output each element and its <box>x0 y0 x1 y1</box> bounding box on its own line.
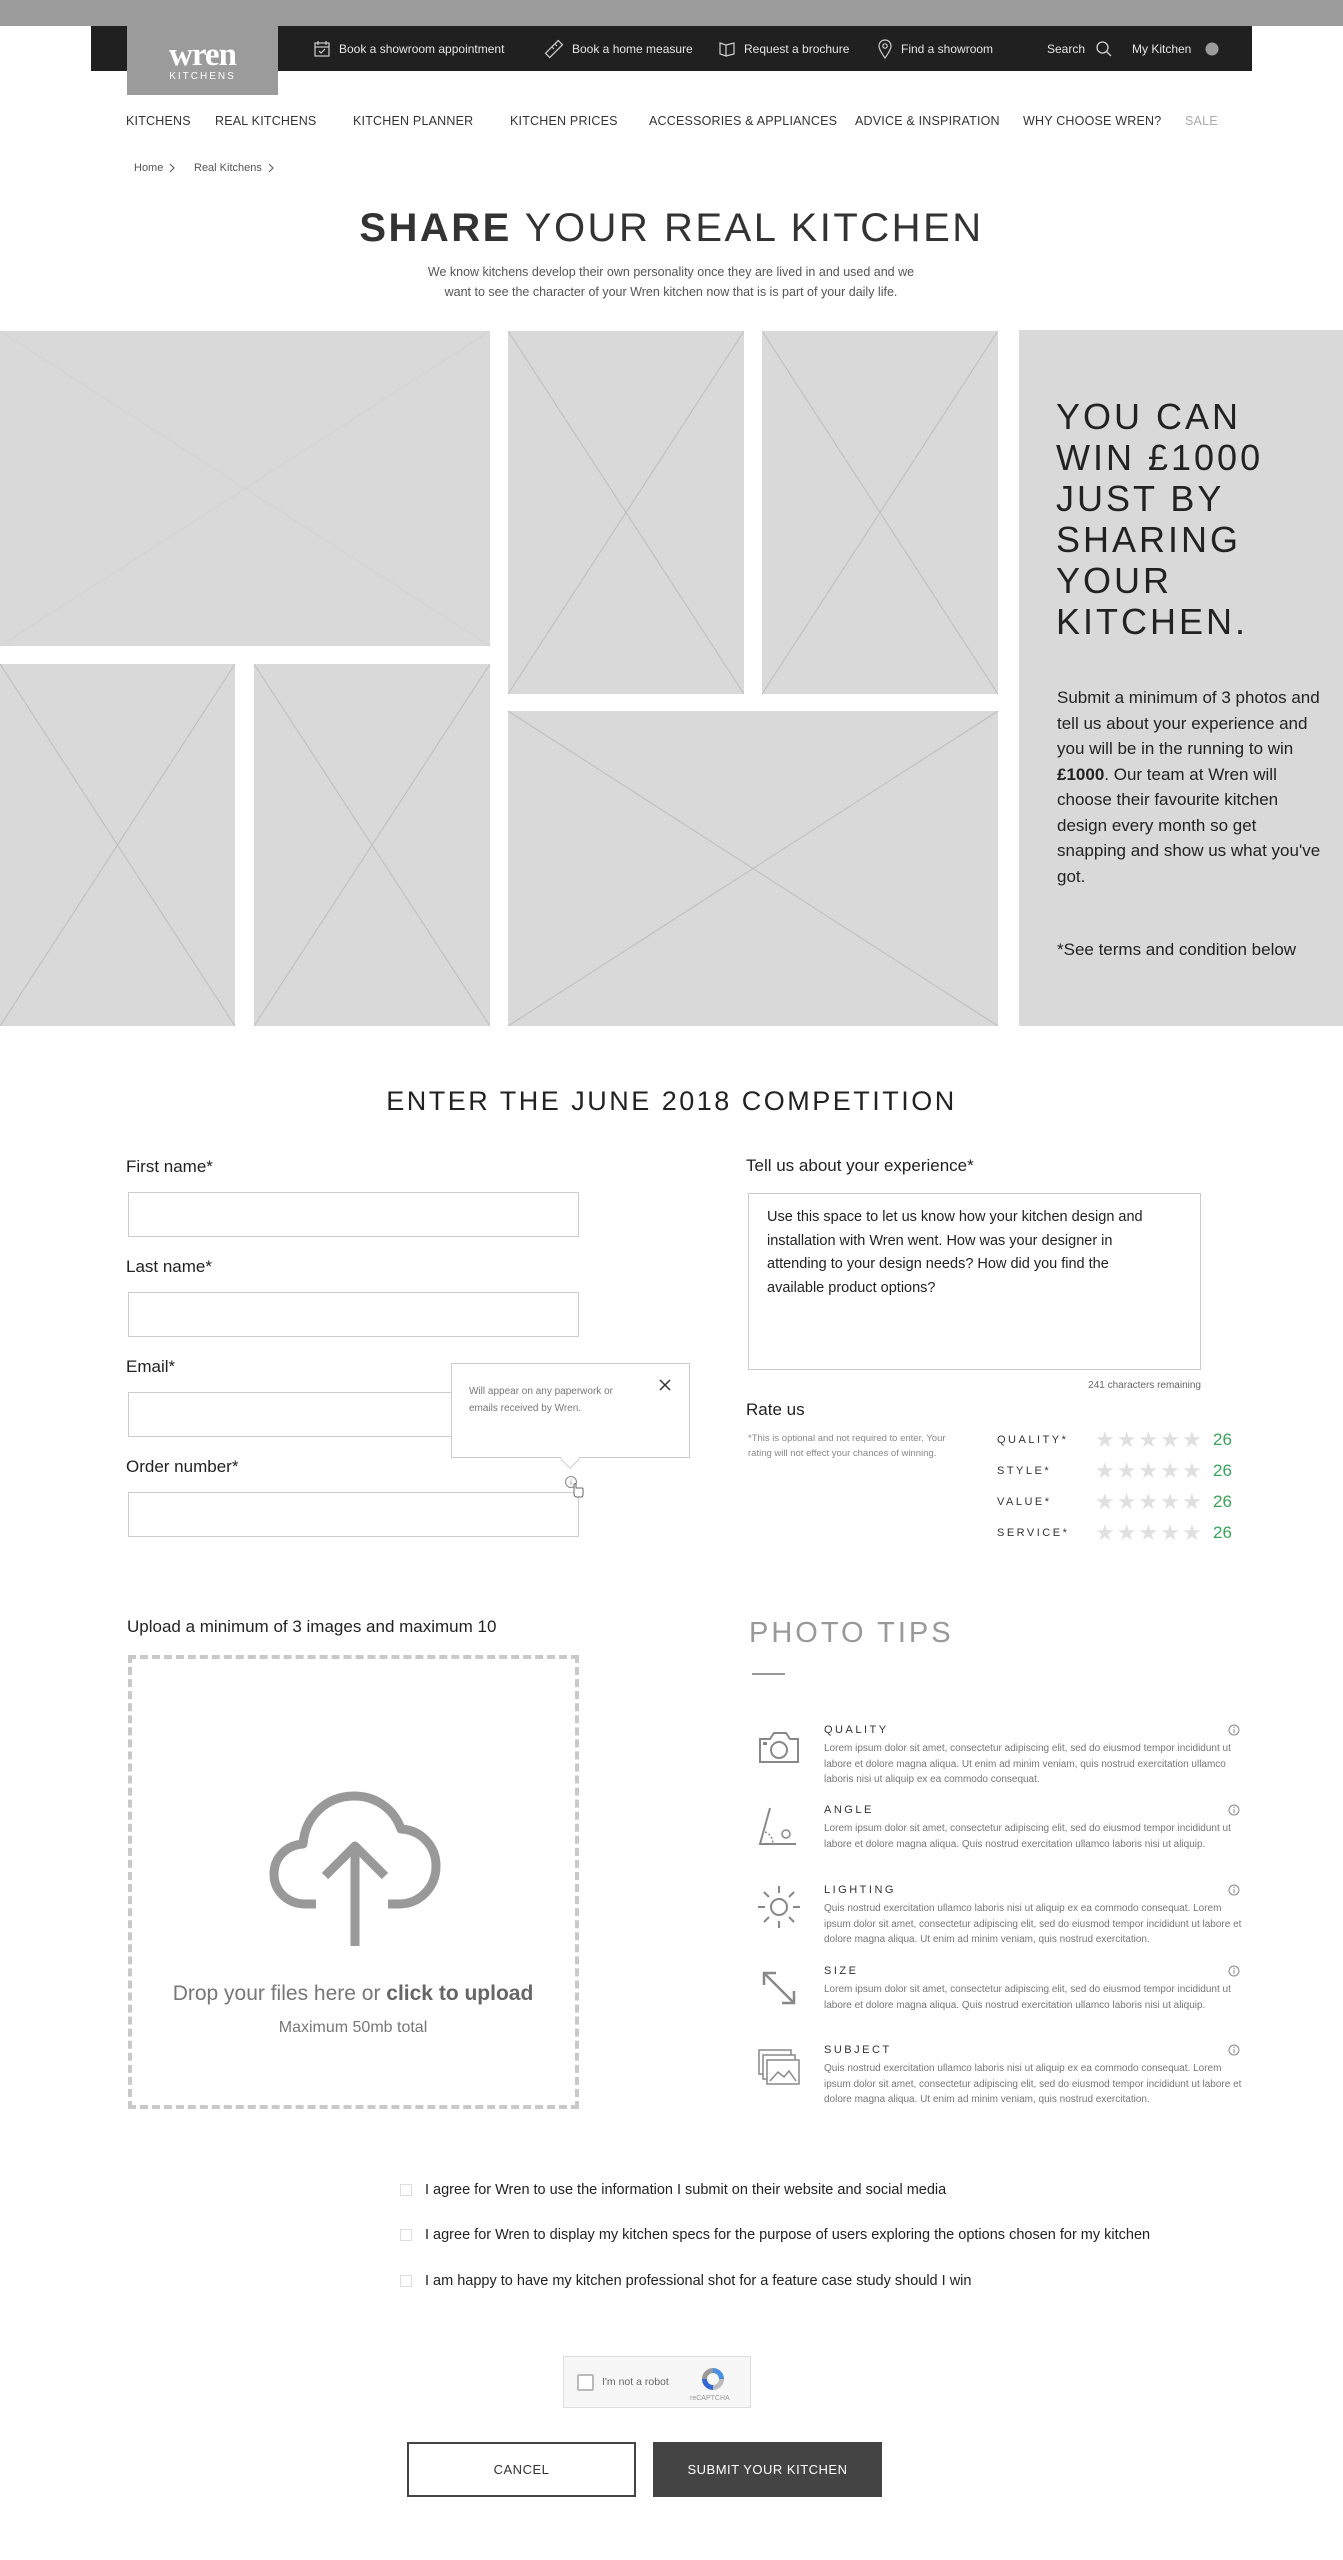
top-strip <box>0 0 1343 26</box>
tip-description: Lorem ipsum dolor sit amet, consectetur adipiscing elit, sed do eiusmod tempor incididunt ut labore et dolore magna aliqua. Quis nostrud exercitation ullamco laboris nisi ut aliquip. <box>824 1823 1231 1850</box>
close-icon[interactable] <box>658 1378 672 1392</box>
page-title-strong: SHARE <box>359 206 512 250</box>
cloud-upload-icon <box>268 1784 442 1948</box>
rating-count: 26 <box>1213 1461 1232 1480</box>
tip-name: QUALITY <box>824 1724 889 1736</box>
rate-us-label: Rate us <box>746 1400 805 1419</box>
rating-count: 26 <box>1213 1430 1232 1449</box>
star-rating[interactable] <box>1095 1520 1217 1545</box>
cancel-button[interactable]: CANCEL <box>407 2442 636 2497</box>
kitchen-photo-placeholder[interactable] <box>508 711 998 1026</box>
tip-name: SUBJECT <box>824 2044 892 2056</box>
util-link-label: Request a brochure <box>744 41 850 56</box>
rating-label: QUALITY* <box>997 1434 1069 1446</box>
header-search[interactable] <box>1047 26 1121 71</box>
tip-name: ANGLE <box>824 1804 874 1816</box>
camera-icon <box>756 1724 802 1770</box>
kitchen-photo-placeholder[interactable] <box>762 331 998 694</box>
star-icon: ★ <box>1095 1520 1115 1545</box>
angle-icon <box>756 1804 802 1850</box>
breadcrumb-label: Real Kitchens <box>194 162 262 174</box>
tip-name: SIZE <box>824 1965 859 1977</box>
characters-remaining: 241 characters remaining <box>1088 1380 1201 1391</box>
star-icon: ★ <box>1160 1427 1180 1452</box>
star-icon: ★ <box>1181 1520 1202 1545</box>
kitchen-photo-placeholder[interactable] <box>508 331 744 694</box>
kitchen-photo-placeholder[interactable] <box>254 664 490 1026</box>
tip-description: Quis nostrud exercitation ullamco laboris nisi ut aliquip ex ea commodo consequat. Lorem ipsum dolor sit amet, consectetur adipiscing elit, sed do eiusmod tempor incididunt ut labore et dolore magna aliqua. Ut enim ad minim veniam, quis nostrud exercitation. <box>824 1903 1242 1945</box>
competition-title: ENTER THE JUNE 2018 COMPETITION <box>386 1086 957 1116</box>
star-icon: ★ <box>1138 1427 1159 1452</box>
recaptcha-widget <box>563 2356 751 2408</box>
order-number-input[interactable] <box>128 1492 579 1537</box>
email-tooltip <box>451 1363 690 1458</box>
first-name-label: First name* <box>126 1157 213 1176</box>
star-icon: ★ <box>1095 1489 1115 1514</box>
last-name-input[interactable] <box>128 1292 579 1337</box>
my-kitchen-label: My Kitchen <box>1132 41 1192 56</box>
recaptcha-brand: reCAPTCHA <box>690 2395 730 2402</box>
promo-headline-rest: JUST BY SHARING YOUR KITCHEN. <box>1056 478 1249 642</box>
page-title <box>0 206 1343 251</box>
rating-row-style <box>997 1458 1232 1483</box>
svg-text:i: i <box>570 1478 572 1487</box>
rating-count: 26 <box>1213 1523 1232 1542</box>
recaptcha-logo-icon <box>699 2365 727 2393</box>
util-link-showroom-appointment[interactable] <box>313 26 504 71</box>
util-link-label: Book a home measure <box>572 41 693 56</box>
tip-name: LIGHTING <box>824 1884 896 1896</box>
agreement-social-media[interactable] <box>400 2182 946 2198</box>
experience-text: Use this space to let us know how your kitchen design and installation with Wren went. How was your designer in attending to your design needs? How did you find the available product options? <box>767 1209 1143 1296</box>
util-link-label: Find a showroom <box>901 41 994 56</box>
info-icon[interactable] <box>1228 1884 1240 1896</box>
first-name-input[interactable] <box>128 1192 579 1237</box>
rating-row-value <box>997 1489 1232 1514</box>
util-link-find-showroom[interactable] <box>877 26 993 71</box>
rating-row-quality <box>997 1427 1232 1452</box>
promo-terms: *See terms and condition below <box>1057 940 1297 959</box>
star-icon: ★ <box>1181 1489 1202 1514</box>
star-icon: ★ <box>1095 1427 1115 1452</box>
info-icon[interactable] <box>1228 1804 1240 1816</box>
star-rating[interactable] <box>1095 1427 1217 1452</box>
experience-label: Tell us about your experience* <box>746 1156 974 1175</box>
agreement-label: I am happy to have my kitchen professional shot for a feature case study should I win <box>425 2273 972 2289</box>
rating-label: SERVICE* <box>997 1527 1070 1539</box>
nav-advice-inspiration[interactable]: ADVICE & INSPIRATION <box>855 114 1000 128</box>
agreement-label: I agree for Wren to use the information I submit on their website and social media <box>425 2182 947 2198</box>
info-icon[interactable] <box>1228 1724 1240 1736</box>
star-icon: ★ <box>1160 1489 1180 1514</box>
promo-headline-strong: YOU CAN WIN £1000 <box>1056 396 1264 478</box>
promo-panel <box>1019 330 1343 1026</box>
nav-kitchen-planner[interactable]: KITCHEN PLANNER <box>353 114 474 128</box>
star-rating[interactable] <box>1095 1458 1217 1483</box>
util-link-brochure[interactable] <box>718 26 849 71</box>
star-icon: ★ <box>1138 1489 1159 1514</box>
star-icon: ★ <box>1116 1458 1137 1483</box>
chevron-right-icon <box>268 163 275 173</box>
nav-kitchen-prices[interactable]: KITCHEN PRICES <box>510 114 618 128</box>
nav-sale[interactable]: SALE <box>1185 114 1218 128</box>
agreement-case-study[interactable] <box>400 2273 971 2289</box>
tip-description: Quis nostrud exercitation ullamco laboris nisi ut aliquip ex ea commodo consequat. Lorem ipsum dolor sit amet, consectetur adipiscing elit, sed do eiusmod tempor incididunt ut labore et dolore magna aliqua. Ut enim ad minim veniam, quis nostrud exercitation. <box>824 2063 1242 2105</box>
rating-count: 26 <box>1213 1492 1232 1511</box>
wren-logo[interactable] <box>127 26 278 95</box>
agreement-checkbox[interactable] <box>400 2184 412 2196</box>
rating-label: VALUE* <box>997 1496 1052 1508</box>
promo-body-text: Submit a minimum of 3 photos and tell us about your experience and you will be in the running to win <box>1057 688 1320 758</box>
breadcrumb-real-kitchens[interactable] <box>194 162 275 174</box>
calendar-icon <box>313 40 331 58</box>
kitchen-photo-placeholder[interactable] <box>0 331 490 646</box>
agreement-checkbox[interactable] <box>400 2229 412 2241</box>
agreement-checkbox[interactable] <box>400 2275 412 2287</box>
chevron-right-icon <box>169 163 176 173</box>
util-link-label: Book a showroom appointment <box>339 41 505 56</box>
photo-tips-divider <box>752 1673 785 1675</box>
nav-why-choose-wren[interactable]: WHY CHOOSE WREN? <box>1023 114 1162 128</box>
rate-us-note: *This is optional and not required to enter. Your rating will not effect your chances of winning. <box>748 1433 946 1459</box>
tip-description: Lorem ipsum dolor sit amet, consectetur adipiscing elit, sed do eiusmod tempor incididunt ut labore et dolore magna aliqua. Quis nostrud exercitation ullamco laboris nisi ut aliquip. <box>824 1984 1231 2011</box>
last-name-label: Last name* <box>126 1257 212 1276</box>
dropzone-max-size: Maximum 50mb total <box>278 2019 428 2036</box>
nav-accessories-appliances[interactable]: ACCESSORIES & APPLIANCES <box>649 114 838 128</box>
page-intro: We know kitchens develop their own personality once they are lived in and used and we want to see the character of your Wren kitchen now that is is part of your daily life. <box>427 265 915 299</box>
submit-button[interactable]: SUBMIT YOUR KITCHEN <box>653 2442 882 2497</box>
util-link-home-measure[interactable] <box>544 26 693 71</box>
header-my-kitchen[interactable] <box>1132 26 1227 71</box>
tooltip-text: Will appear on any paperwork or emails received by Wren. <box>469 1386 613 1414</box>
page-title-rest: YOUR REAL KITCHEN <box>511 206 984 250</box>
email-label: Email* <box>126 1357 176 1376</box>
promo-prize-amount: £1000 <box>1057 764 1105 784</box>
breadcrumb-home[interactable] <box>134 162 176 174</box>
breadcrumb-label: Home <box>134 162 164 174</box>
info-icon[interactable] <box>1228 1965 1240 1977</box>
resize-arrows-icon <box>756 1965 802 2011</box>
click-to-upload-link[interactable]: click to upload <box>386 1982 534 2005</box>
dropzone-prompt: Drop your files here or <box>172 1982 387 2005</box>
recaptcha-checkbox[interactable] <box>577 2374 594 2391</box>
photo-tips-title: PHOTO TIPS <box>749 1617 954 1649</box>
star-icon: ★ <box>1116 1489 1137 1514</box>
star-icon: ★ <box>1160 1520 1180 1545</box>
star-icon: ★ <box>1116 1427 1137 1452</box>
recaptcha-label: I'm not a robot <box>602 2376 669 2388</box>
star-icon: ★ <box>1095 1458 1115 1483</box>
rating-label: STYLE* <box>997 1465 1052 1477</box>
star-icon: ★ <box>1138 1520 1159 1545</box>
info-icon[interactable] <box>1228 2044 1240 2056</box>
upload-label: Upload a minimum of 3 images and maximum 10 <box>127 1617 497 1636</box>
star-rating[interactable] <box>1095 1489 1217 1514</box>
logo-wordmark: wren <box>169 37 236 73</box>
promo-headline <box>1056 396 1286 642</box>
logo-subtext: KITCHENS <box>169 71 236 82</box>
photos-stack-icon <box>756 2044 802 2090</box>
my-kitchen-dot-icon <box>1205 42 1219 56</box>
order-number-label: Order number* <box>126 1457 239 1476</box>
kitchen-photo-placeholder[interactable] <box>0 664 235 1026</box>
search-label: Search <box>1047 41 1086 56</box>
info-cursor-icon[interactable] <box>564 1475 586 1499</box>
nav-kitchens[interactable]: KITCHENS <box>126 114 191 128</box>
sun-icon <box>756 1884 802 1930</box>
star-icon: ★ <box>1116 1520 1137 1545</box>
promo-body-text: . Our team at Wren will choose their favourite kitchen design every month so get snapping and show us what you've got. <box>1057 764 1321 886</box>
agreement-kitchen-specs[interactable] <box>400 2227 1150 2243</box>
ruler-icon <box>544 39 564 59</box>
experience-textarea[interactable] <box>748 1193 1201 1370</box>
star-icon: ★ <box>1138 1458 1159 1483</box>
star-icon: ★ <box>1160 1458 1180 1483</box>
location-pin-icon <box>877 39 893 59</box>
tip-description: Lorem ipsum dolor sit amet, consectetur adipiscing elit, sed do eiusmod tempor incididunt ut labore et dolore magna aliqua. Ut enim ad minim veniam, quis nostrud exercitation ullamco laboris nisi ut aliquip ex ea commodo consequat. <box>824 1743 1231 1785</box>
star-icon: ★ <box>1181 1458 1202 1483</box>
agreement-label: I agree for Wren to display my kitchen specs for the purpose of users exploring the options chosen for my kitchen <box>425 2227 1151 2243</box>
search-icon <box>1095 40 1113 58</box>
promo-body <box>1057 685 1327 889</box>
rating-row-service <box>997 1520 1232 1545</box>
star-icon: ★ <box>1181 1427 1202 1452</box>
tooltip-arrow <box>560 1449 580 1469</box>
nav-real-kitchens[interactable]: REAL KITCHENS <box>215 114 317 128</box>
brochure-icon <box>718 40 736 58</box>
dropzone-text <box>0 1982 706 2006</box>
